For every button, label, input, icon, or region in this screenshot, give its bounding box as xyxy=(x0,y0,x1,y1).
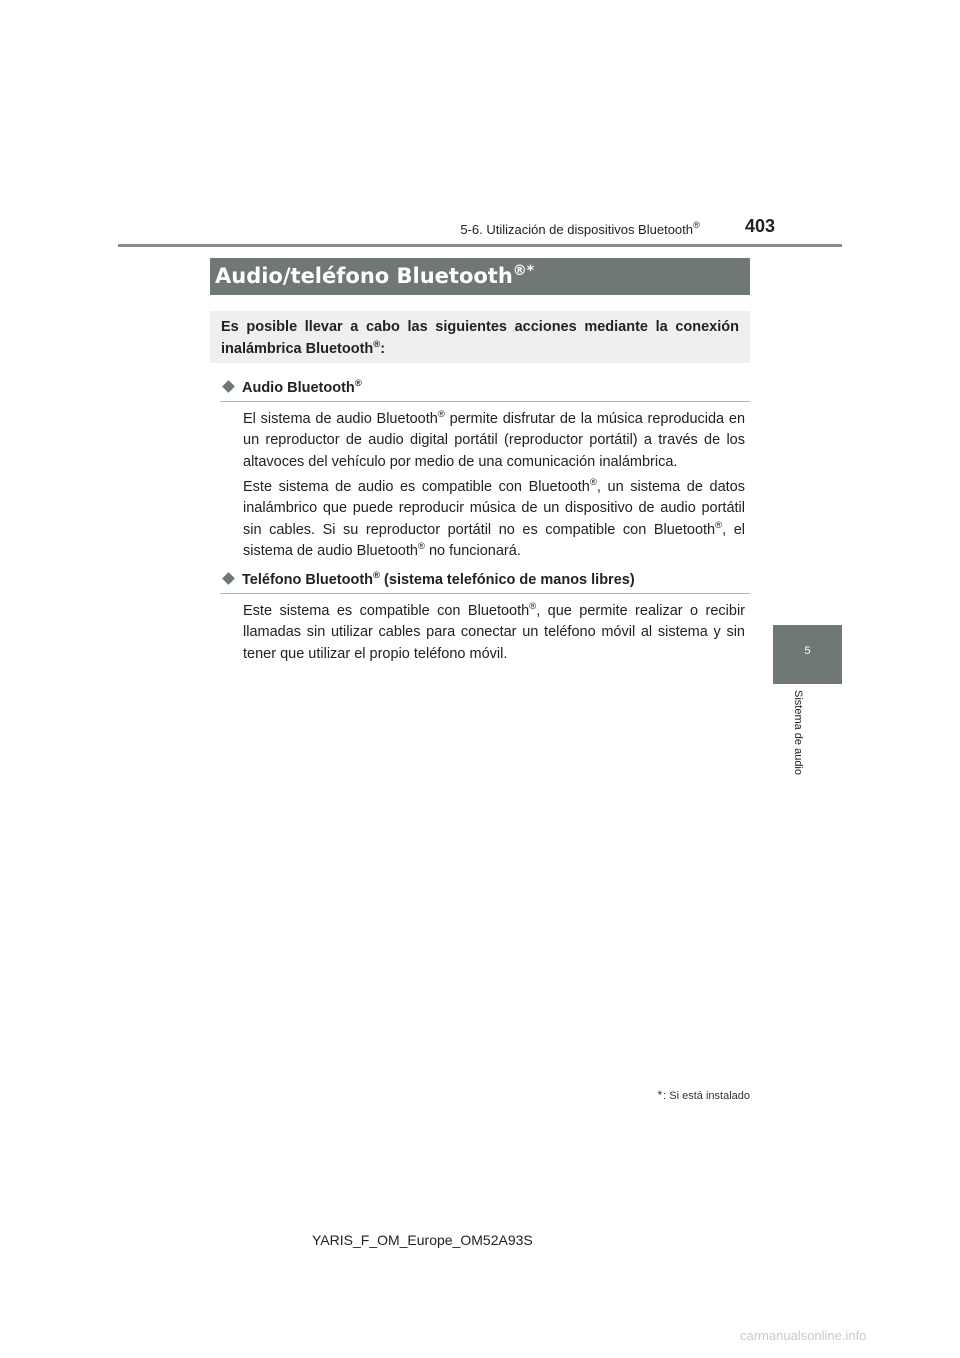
chapter-tab-label: Sistema de audio xyxy=(792,690,804,775)
subsection-heading-text: Audio Bluetooth xyxy=(242,380,355,396)
subsection-heading-text: Teléfono Bluetooth xyxy=(242,572,374,588)
text-run: , el sistema de audio Bluetooth xyxy=(243,521,745,559)
registered-mark: ® xyxy=(437,409,445,420)
intro-text xyxy=(221,316,739,360)
subsection-heading-audio xyxy=(220,380,750,396)
footnote-text: : Si está instalado xyxy=(663,1090,750,1102)
chapter-tab-number: 5 xyxy=(804,645,811,657)
asterisk-icon: * xyxy=(526,263,535,279)
registered-mark: ® xyxy=(512,263,527,279)
intro-text-main: Es posible llevar a cabo las siguientes acciones mediante la conexión inalámbrica Bluetooth xyxy=(221,319,739,357)
paragraph xyxy=(243,477,745,562)
asterisk-icon: * xyxy=(657,1088,663,1102)
registered-mark: ® xyxy=(589,477,597,488)
subsection-heading-phone xyxy=(220,572,750,588)
section-title: 5-6. Utilización de dispositivos Bluetooth xyxy=(460,222,693,237)
paragraph xyxy=(243,601,745,665)
text-run: , un sistema de datos inalámbrico que puede reproducir música de un dispositivo de audio portátil sin cables. Si su reproductor portátil no es compatible con Bluetooth xyxy=(243,479,745,538)
header-rule xyxy=(118,244,842,247)
diamond-bullet-icon xyxy=(222,572,235,585)
registered-mark: ® xyxy=(373,339,381,350)
page-title xyxy=(215,258,534,295)
registered-mark: ® xyxy=(715,519,723,531)
text-run: , que permite realizar o recibir llamadas sin utilizar cables para conectar un teléfono móvil al sistema y sin tener que utilizar el propio teléfono móvil. xyxy=(243,603,745,662)
page-title-text: Audio/teléfono Bluetooth xyxy=(215,264,513,288)
subsection-heading-rest: (sistema telefónico de manos libres) xyxy=(380,572,635,588)
page-number: 403 xyxy=(744,216,775,236)
registered-mark: ® xyxy=(354,378,362,389)
subsection-rule xyxy=(220,401,750,402)
intro-text-end: : xyxy=(380,341,386,357)
text-run: Este sistema es compatible con Bluetooth xyxy=(243,603,530,619)
registered-mark: ® xyxy=(529,601,537,612)
running-header-section xyxy=(430,222,700,237)
paragraph xyxy=(243,409,745,473)
text-run: permite disfrutar de la música reproducida en un reproductor de audio digital portátil (reproductor portátil) a través de los altavoces del vehículo por medio de una comunicación inalámbrica. xyxy=(243,411,746,470)
diamond-bullet-icon xyxy=(222,380,235,393)
registered-mark: ® xyxy=(693,220,700,231)
watermark: carmanualsonline.info xyxy=(740,1328,867,1343)
text-run: Este sistema de audio es compatible con Bluetooth xyxy=(243,479,590,495)
registered-mark: ® xyxy=(417,540,425,552)
subsection-rule xyxy=(220,593,750,594)
text-run: no funcionará. xyxy=(424,542,521,559)
document-id: YARIS_F_OM_Europe_OM52A93S xyxy=(312,1232,533,1248)
registered-mark: ® xyxy=(373,570,381,581)
footnote xyxy=(560,1088,750,1102)
text-run: El sistema de audio Bluetooth xyxy=(243,411,438,427)
